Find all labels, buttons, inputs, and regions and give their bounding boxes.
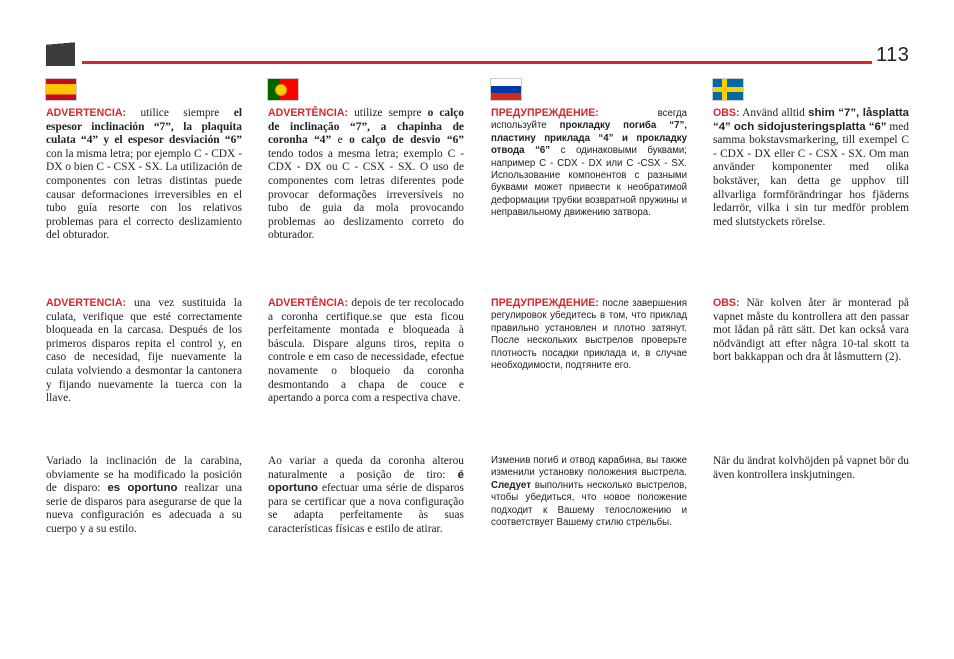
pt-final-paragraph: Ao variar a queda da coronha alterou naturalmente a posição de tiro: é oportuno efectuar uma série de disparos para se certificar que a nova configuração se adapta perfeitamente às suas características físicas e estilo de atirar. (268, 455, 464, 535)
warning-label: OBS: (713, 107, 740, 119)
warning-label: ADVERTENCIA: (46, 297, 127, 309)
se-warning-paragraph: OBS: Använd alltid shim “7”, låsplatta “4” och sidojusteringsplatta “6” med samma bokstavsmarkering, till exempel C - CDX - DX eller C - CSX - SX. Om man använder komponenter med olika bokstäver, kan detta ge upphov till allvarliga formförändringar hos fjäderns ledarrör, vilka i sin tur medför problem med slutstyckets rörelse. (713, 107, 909, 228)
pt-check-paragraph: ADVERTÊNCIA: depois de ter recolocado a coronha certifique.se que esta ficou perfeitamente montada e bloqueada à báscula. Dispare alguns tiros, repita o controle e em caso de necessidade, efectue novamente o bloqueio da coronha desmontando a chapa de couce e apertando a porca com a respectiva chave. (268, 297, 464, 405)
es-check-paragraph: ADVERTENCIA: una vez sustituida la culata, verifique que esté correctamente bloqueada en la carcasa. Después de los primeros disparos repita el control y, en caso de necesidad, fije nuevamente la culata volviendo a desmontar la cantonera y fijando nuevamente la tuerca con la llave. (46, 297, 242, 405)
flag-sweden-icon (713, 79, 743, 100)
pt-warning-paragraph: ADVERTÊNCIA: utilize sempre o calço de inclinação “7”, a chapinha de coronha “4” e o calço de desvio “6” tendo todos a mesma letra; exemplo C - CDX - DX ou C - CSX - SX. O uso de componentes com letras diferentes pode provocar deformações irreversíveis no tubo de guia da mola provocando problemas ao deslizamento correto do obturador. (268, 107, 464, 242)
ru-warning-paragraph: ПРЕДУПРЕЖДЕНИЕ: всегда используйте прокладку погиба “7”, пластину приклада “4” и прокладку отвода “6” с одинаковыми буквами; например C - CDX - DX или C -CSX - SX. Использование компонентов с разными буквами может привести к необратимой деформации трубки возвратной пружины и неправильному движению затвора. (491, 107, 687, 219)
warning-label: ПРЕДУПРЕЖДЕНИЕ: (491, 107, 599, 119)
warning-label: OBS: (713, 297, 740, 309)
warning-label: ADVERTENCIA: (46, 107, 127, 119)
warning-label: ADVERTÊNCIA: (268, 107, 349, 119)
warning-label: ADVERTÊNCIA: (268, 297, 349, 309)
ru-final-paragraph: Изменив погиб и отвод карабина, вы также изменили установку положения выстрела. Следует выполнить несколько выстрелов, чтобы убедиться, что новое положение подходит к Вашему телосложению и соответствует Вашему стилю стрельбы. (491, 455, 687, 529)
es-final-paragraph: Variado la inclinación de la carabina, obviamente se ha modificado la posición de disparo: es oportuno realizar una serie de disparos para asegurarse de que la nueva configuración es adecuada a su cuerpo y a su estilo. (46, 455, 243, 535)
se-final-paragraph: När du ändrat kolvhöjden på vapnet bör du även kontrollera inskjutningen. (713, 455, 909, 481)
se-check-paragraph: OBS: När kolven åter är monterad på vapnet måste du kontrollera att den passar mot lådan på rätt sätt. Det kan också vara nödvändigt att efter några 10-tal skott ta bort bakkappan och dra åt låsmuttern (2). (713, 297, 909, 364)
page-number: 113 (876, 44, 910, 66)
flag-portugal-icon (268, 79, 298, 100)
flag-spain-icon (46, 79, 76, 100)
header-rule (82, 61, 872, 64)
flag-russia-icon (491, 79, 521, 100)
warning-label: ПРЕДУПРЕЖДЕНИЕ: (491, 297, 599, 309)
brand-logo (46, 40, 75, 66)
es-warning-paragraph: ADVERTENCIA: utilice siempre el espesor inclinación “7”, la plaquita culata “4” y el espesor desviación “6” con la misma letra; por ejemplo C - CDX - DX o bien C - CSX - SX. La utilización de componentes con letras distintas puede causar deformaciones irreversibles en el tubo guía resorte con los relativos problemas para el correcto deslizamiento del obturador. (46, 107, 242, 242)
ru-check-paragraph: ПРЕДУПРЕЖДЕНИЕ: после завершения регулировок убедитесь в том, что приклад правильно установлен и плотно затянут. После нескольких выстрелов проверьте плотность посадки приклада и, в случае необходимости, подтяните его. (491, 297, 687, 372)
